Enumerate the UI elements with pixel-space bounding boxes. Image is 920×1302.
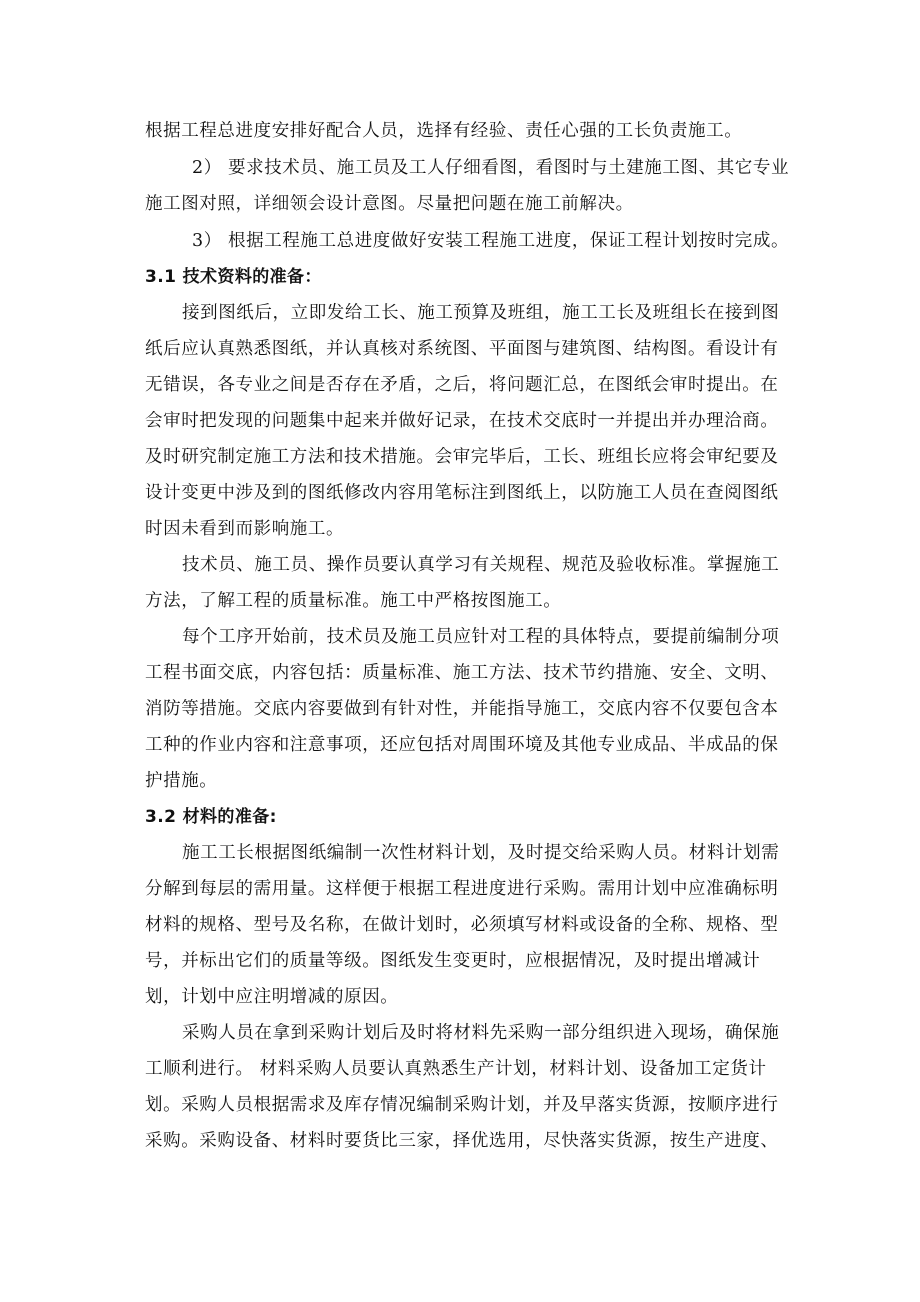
paragraph-line: 分解到每层的需用量。这样便于根据工程进度进行采购。需用计划中应准确标明 [145,879,779,899]
paragraph-line: 设计变更中涉及到的图纸修改内容用笔标注到图纸上，以防施工人员在查阅图纸 [145,483,779,503]
paragraph-line: 工程书面交底，内容包括：质量标准、施工方法、技术节约措施、安全、文明、 [145,663,779,683]
section-heading: 3.1 技术资料的准备： [145,267,322,287]
paragraph-line: 接到图纸后，立即发给工长、施工预算及班组，施工工长及班组长在接到图 [182,303,780,323]
paragraph-line: 根据工程总进度安排好配合人员，选择有经验、责任心强的工长负责施工。 [145,121,743,141]
paragraph-line: 会审时把发现的问题集中起来并做好记录，在技术交底时一并提出并办理洽商。 [145,411,779,431]
paragraph-line: 划，计划中应注明增减的原因。 [145,987,399,1007]
paragraph-line: 时因未看到而影响施工。 [145,519,345,539]
paragraph-line: 方法，了解工程的质量标准。施工中严格按图施工。 [145,591,562,611]
list-item-line: 3） 根据工程施工总进度做好安装工程施工进度，保证工程计划按时完成。 [192,231,790,251]
paragraph-line: 材料的规格、型号及名称，在做计划时，必须填写材料或设备的全称、规格、型 [145,915,779,935]
paragraph-line: 号，并标出它们的质量等级。图纸发生变更时，应根据情况，及时提出增减计 [145,951,761,971]
paragraph-line: 技术员、施工员、操作员要认真学习有关规程、规范及验收标准。掌握施工 [182,555,780,575]
list-item-line: 2） 要求技术员、施工员及工人仔细看图，看图时与土建施工图、其它专业 [192,158,790,178]
paragraph-line: 护措施。 [145,771,218,791]
paragraph-line: 施工工长根据图纸编制一次性材料计划，及时提交给采购人员。材料计划需 [182,843,780,863]
paragraph-line: 划。采购人员根据需求及库存情况编制采购计划，并及早落实货源，按顺序进行 [145,1095,779,1115]
paragraph-line: 工顺利进行。 材料采购人员要认真熟悉生产计划，材料计划、设备加工定货计 [145,1059,767,1079]
paragraph-line: 无错误，各专业之间是否存在矛盾，之后，将问题汇总，在图纸会审时提出。在 [145,375,779,395]
paragraph-line: 消防等措施。交底内容要做到有针对性，并能指导施工，交底内容不仅要包含本 [145,699,779,719]
paragraph-line: 采购人员在拿到采购计划后及时将材料先采购一部分组织进入现场，确保施 [182,1023,780,1043]
section-heading: 3.2 材料的准备: [145,807,277,827]
paragraph-line: 工种的作业内容和注意事项，还应包括对周围环境及其他专业成品、半成品的保 [145,735,779,755]
paragraph-line: 采购。采购设备、材料时要货比三家，择优选用，尽快落实货源，按生产进度、 [145,1131,779,1151]
paragraph-line: 施工图对照，详细领会设计意图。尽量把问题在施工前解决。 [145,194,634,214]
paragraph-line: 每个工序开始前，技术员及施工员应针对工程的具体特点，要提前编制分项 [182,627,780,647]
paragraph-line: 及时研究制定施工方法和技术措施。会审完毕后，工长、班组长应将会审纪要及 [145,447,779,467]
paragraph-line: 纸后应认真熟悉图纸，并认真核对系统图、平面图与建筑图、结构图。看设计有 [145,339,779,359]
